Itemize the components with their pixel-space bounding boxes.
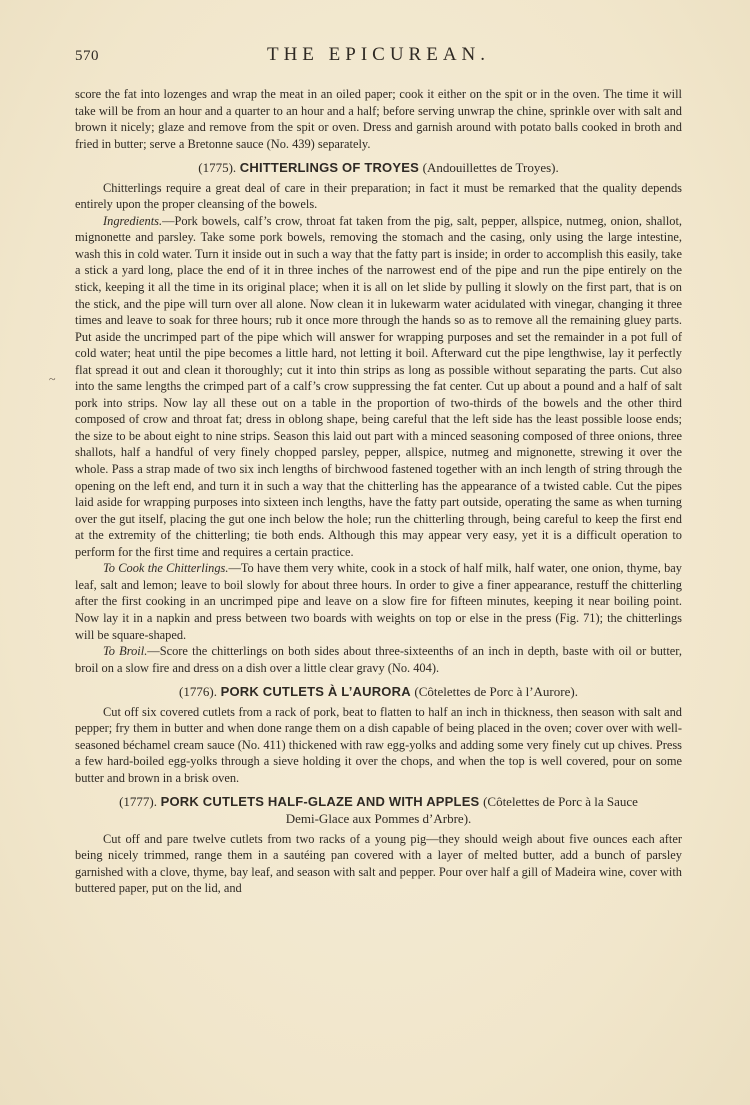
recipe-title: CHITTERLINGS OF TROYES — [239, 160, 419, 176]
margin-mark: ~ — [49, 372, 56, 386]
paragraph-text: —Pork bowels, calf’s crow, throat fat taken from the pig, salt, pepper, allspice, nutmeg, onion, shallot, mignonette and parsley. Take some pork bowels, removing the stomach and the casing, only using the large intestine, wash this in cold water. Turn it inside out in such a way that the fatty part is inside; in order to accomplish this easily, take a stick a yard long, place the end of it in three inches of the narrowest end of the pipe and run the pipe entirely on the stick, keeping it all the time in its original place; when it is all on let slide by pulling it slowly on the first part, that is on the stick, and the pipe will turn over all alone. Now clean it in lukewarm water acidulated with vinegar, changing it three times and leave to soak for three hours; rub it once more through the hands so as to remove all the remaining gluey parts. Put aside the uncrimped part of the pipe which will answer for wrapping purposes and set the remainder in a pot full of cold water; heat until the pipe becomes a little hard, not letting it boil. Afterward cut the pipe lengthwise, lay it perfectly flat spread it out and clean it thoroughly; cut it into thin strips as long as possible without separating the parts. Cut also into the same lengths the crimped part of a calf’s crow suppressing the fat center. Cut up about a pound and a half of salt pork into strips. Now lay all these out on a table in the proportion of two-thirds of the bowels and the other third composed of crow and throat fat; dress in oblong shape, being careful that the left side has the least possible loose ends; the size to be about eight to nine strips. Season this laid out part with a minced seasoning composed of three onions, three shallots, half a handful of very finely chopped parsley, pepper, allspice, nutmeg and mignonette, strewing it over the whole. Pass a strap made of two six inch lengths of birchwood fastened together with an inch length of string through the opening on the left end, and turn it in such a way that the chitterling has the appearance of a twisted cable. Cut the pipes laid aside for wrapping purposes into sixteen inch lengths, have the fatty part outside, operating the same as when turning over the gut itself, placing the gut one inch below the hole; run the chitterling through, being careful to keep the first end at the extremity of the chitterling; tie both ends. Although this may appear very easy, yet it is a difficult operation to perform for the first time and requires a certain practice. — [75, 213, 682, 559]
paragraph-lead: Ingredients. — [103, 213, 163, 228]
recipe-french-title: (Côtelettes de Porc à la Sauce — [483, 794, 638, 810]
page-body — [75, 86, 682, 897]
recipe-title: PORK CUTLETS À L’AURORA — [220, 684, 411, 700]
paragraph: Cut off six covered cutlets from a rack of pork, beat to flatten to half an inch in thickness, then season with salt and pepper; fry them in butter and when done range them on a dish capable of being placed in the oven; cover over with well-seasoned béchamel cream sauce (No. 411) thickened with raw egg-yolks and adding some very finely cut up chives. Press a few hard-boiled egg-yolks through a sieve holding it over the chops, and when the top is well covered, pour on some butter and brown in a brisk oven. — [75, 704, 682, 785]
running-head — [75, 44, 682, 74]
recipe-french-title: (Andouillettes de Troyes). — [422, 160, 559, 176]
paragraph: Cut off and pare twelve cutlets from two racks of a young pig—they should weigh about five ounces each after being nicely trimmed, range them in a sautéing pan covered with a layer of melted butter, add a bunch of parsley garnished with a clove, thyme, bay leaf, and season with salt and pepper. Pour over half a gill of Madeira wine, cover with buttered paper, put on the lid, and — [75, 831, 682, 896]
recipe-french-title: (Côtelettes de Porc à l’Aurore). — [414, 684, 578, 700]
recipe-title: PORK CUTLETS HALF-GLAZE AND WITH APPLES — [160, 794, 480, 810]
running-title: THE EPICUREAN. — [266, 44, 491, 65]
paragraph-lead: To Broil. — [103, 644, 148, 659]
paragraph — [75, 643, 682, 676]
recipe-heading-1777 — [75, 794, 682, 827]
paragraph-lead: To Cook the Chitterlings. — [103, 561, 229, 576]
recipe-number: (1776). — [179, 684, 217, 700]
paragraph: Chitterlings require a great deal of care in their preparation; in fact it must be remarked that the quality depends entirely upon the proper cleansing of the bowels. — [75, 180, 682, 212]
paragraph — [75, 213, 682, 560]
paragraph-text: —To have them very white, cook in a stock of half milk, half water, one onion, thyme, bay leaf, salt and lemon; leave to boil slowly for about three hours. In order to give a finer appearance, restuff the chitterling after the first cooking in an uncrimped pipe and leave on a slow fire for fifteen minutes, keeping it near boiling point. Now lay it in a napkin and press between two boards with weights on top or else in the press (Fig. 71); the chitterlings will be square-shaped. — [75, 561, 682, 642]
paragraph — [75, 560, 682, 643]
page-number: 570 — [75, 48, 99, 64]
recipe-heading-1776 — [75, 684, 682, 701]
recipe-french-title-continued: Demi-Glace aux Pommes d’Arbre). — [285, 810, 472, 826]
recipe-number: (1777). — [119, 794, 157, 810]
paragraph-text: —Score the chitterlings on both sides about three-sixteenths of an inch in depth, baste with oil or butter, broil on a slow fire and dress on a dish over a little clear gravy (No. 404). — [75, 644, 682, 675]
recipe-number: (1775). — [198, 160, 237, 176]
intro-paragraph: score the fat into lozenges and wrap the meat in an oiled paper; cook it either on the spit or in the oven. The time it will take will be from an hour and a quarter to an hour and a half; before serving unwrap the chine, sprinkle over with salt and brown it nicely; glaze and remove from the spit or oven. Dress and garnish around with potato balls cooked in broth and fried in butter; serve a Bretonne sauce (No. 439) separately. — [75, 87, 682, 151]
recipe-heading-1775 — [75, 160, 682, 177]
